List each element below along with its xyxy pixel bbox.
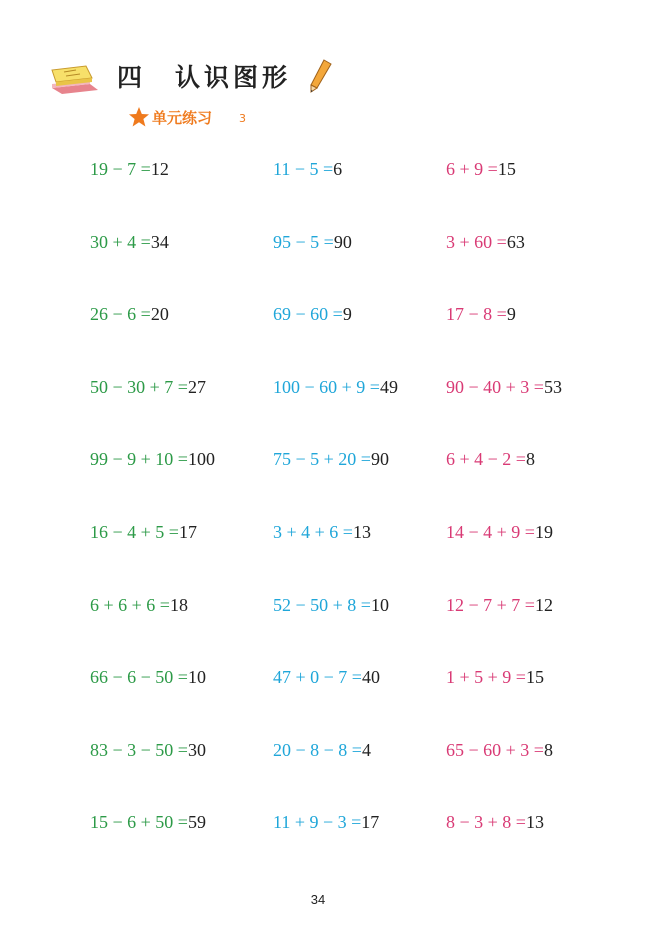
equation-item (90, 373, 273, 446)
equation-item (90, 445, 273, 518)
equation-answer: 40 (361, 667, 380, 688)
equation-item (273, 663, 446, 736)
equation-item (273, 373, 446, 446)
page-number: 34 (310, 892, 326, 907)
subtitle-text: 单元练习 (152, 109, 213, 127)
chapter-title: 四 认识图形 (117, 63, 292, 92)
equation-expression: 95 − 5 = (273, 231, 334, 252)
books-icon (50, 62, 100, 96)
equation-expression: 69 − 60 = (273, 304, 343, 325)
equation-answer: 17 (361, 812, 380, 833)
equation-answer: 49 (379, 376, 398, 397)
exercise-grid (90, 155, 610, 881)
equation-expression: 100 − 60 + 9 = (273, 376, 380, 397)
equation-answer: 8 (525, 449, 535, 470)
equation-answer: 9 (506, 304, 516, 325)
equation-item (273, 736, 446, 809)
equation-item (446, 518, 610, 591)
equation-expression: 6 + 6 + 6 = (90, 594, 170, 615)
equation-item (90, 300, 273, 373)
equation-item (446, 591, 610, 664)
equation-item (446, 445, 610, 518)
equation-answer: 13 (525, 812, 544, 833)
equation-expression: 66 − 6 − 50 = (90, 667, 188, 688)
equation-answer: 27 (187, 376, 206, 397)
equation-expression: 90 − 40 + 3 = (446, 376, 544, 397)
equation-expression: 65 − 60 + 3 = (446, 739, 544, 760)
equation-expression: 3 + 60 = (446, 231, 507, 252)
equation-expression: 16 − 4 + 5 = (90, 521, 179, 542)
equation-expression: 30 + 4 = (90, 231, 151, 252)
equation-expression: 11 − 5 = (273, 159, 334, 179)
equation-expression: 15 − 6 + 50 = (90, 812, 188, 833)
equation-expression: 19 − 7 = (90, 159, 151, 179)
equation-expression: 8 − 3 + 8 = (446, 812, 526, 833)
equation-answer: 59 (187, 812, 206, 833)
equation-item (273, 228, 446, 301)
equation-expression: 6 + 9 = (446, 159, 498, 179)
equation-answer: 8 (543, 739, 553, 760)
equation-answer: 63 (506, 231, 525, 252)
equation-expression: 50 − 30 + 7 = (90, 376, 188, 397)
equation-answer: 6 (333, 159, 343, 179)
equation-expression: 11 + 9 − 3 = (273, 812, 362, 833)
equation-expression: 26 − 6 = (90, 304, 151, 325)
equation-expression: 47 + 0 − 7 = (273, 667, 362, 688)
equation-item (90, 155, 273, 228)
equation-answer: 13 (352, 521, 371, 542)
equation-item (446, 228, 610, 301)
equation-answer: 17 (178, 521, 197, 542)
equation-answer: 10 (370, 594, 389, 615)
equation-item (273, 808, 446, 881)
equation-item (273, 518, 446, 591)
equation-item (90, 591, 273, 664)
equation-answer: 9 (342, 304, 352, 325)
equation-item (90, 228, 273, 301)
subtitle-number: 3 (239, 112, 246, 125)
equation-item (446, 736, 610, 809)
equation-answer: 15 (497, 159, 516, 179)
equation-item (446, 300, 610, 373)
equation-item (446, 373, 610, 446)
equation-answer: 19 (534, 521, 553, 542)
chapter-header (50, 52, 350, 100)
equation-answer: 4 (361, 739, 371, 760)
equation-expression: 3 + 4 + 6 = (273, 521, 353, 542)
equation-item (90, 808, 273, 881)
equation-expression: 75 − 5 + 20 = (273, 449, 371, 470)
equation-expression: 12 − 7 + 7 = (446, 594, 535, 615)
equation-expression: 6 + 4 − 2 = (446, 449, 526, 470)
equation-item (90, 736, 273, 809)
equation-answer: 10 (187, 667, 206, 688)
equation-expression: 14 − 4 + 9 = (446, 521, 535, 542)
equation-answer: 53 (543, 376, 562, 397)
equation-item (90, 663, 273, 736)
equation-answer: 12 (150, 159, 169, 179)
equation-expression: 99 − 9 + 10 = (90, 449, 188, 470)
equation-answer: 20 (150, 304, 169, 325)
equation-answer: 90 (370, 449, 389, 470)
equation-expression: 52 − 50 + 8 = (273, 594, 371, 615)
equation-answer: 30 (187, 739, 206, 760)
equation-item (446, 663, 610, 736)
equation-item (90, 518, 273, 591)
equation-expression: 17 − 8 = (446, 304, 507, 325)
equation-item (446, 155, 610, 228)
equation-item (273, 445, 446, 518)
equation-expression: 20 − 8 − 8 = (273, 739, 362, 760)
equation-item (273, 300, 446, 373)
equation-answer: 18 (169, 594, 188, 615)
equation-item (273, 591, 446, 664)
equation-answer: 100 (187, 449, 215, 470)
equation-expression: 83 − 3 − 50 = (90, 739, 188, 760)
equation-answer: 15 (525, 667, 544, 688)
pencil-icon (308, 58, 334, 94)
equation-answer: 90 (333, 231, 352, 252)
equation-item (446, 808, 610, 881)
equation-answer: 34 (150, 231, 169, 252)
equation-item (273, 155, 446, 228)
equation-answer: 12 (534, 594, 553, 615)
star-icon (128, 106, 150, 128)
equation-expression: 1 + 5 + 9 = (446, 667, 526, 688)
